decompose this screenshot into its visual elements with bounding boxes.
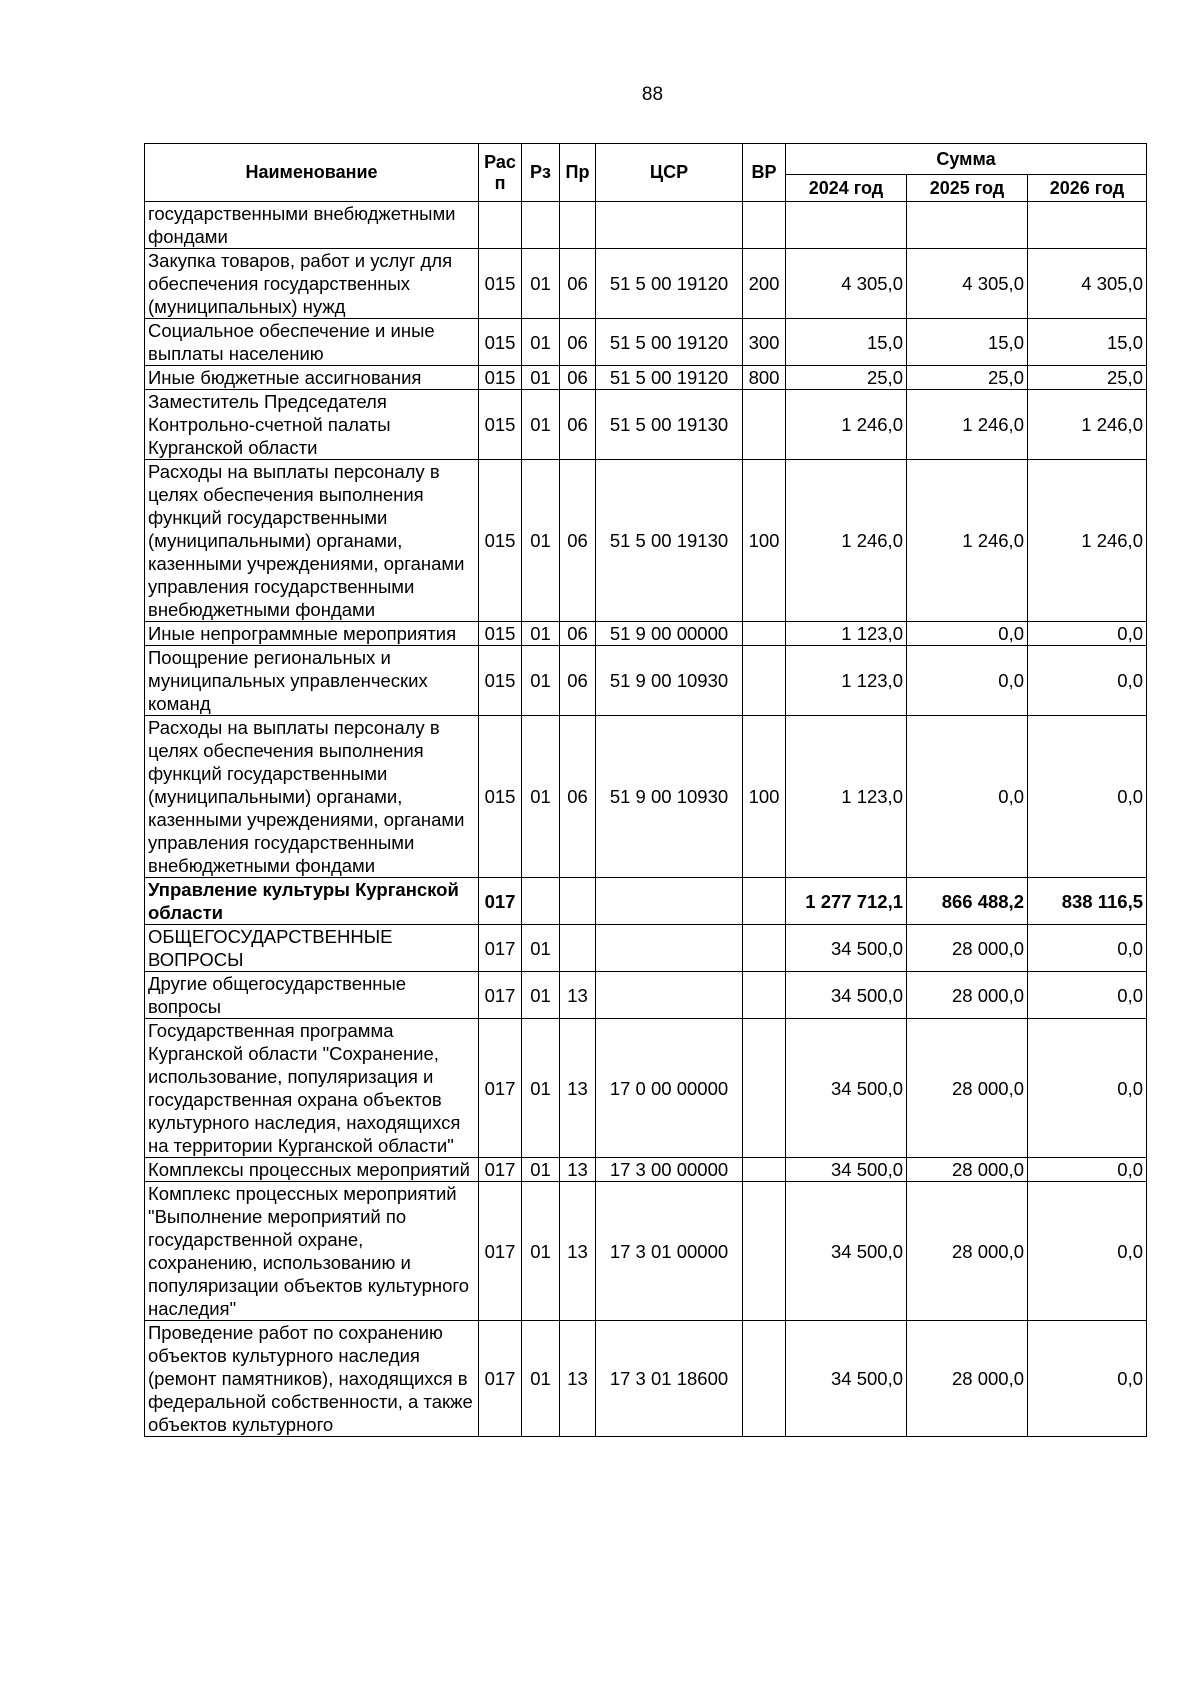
cell-vr xyxy=(743,878,786,925)
cell-2024: 4 305,0 xyxy=(786,249,907,319)
cell-pr: 06 xyxy=(560,366,596,390)
table-row xyxy=(145,1158,1147,1182)
cell-name: Заместитель Председателя Контрольно-счетной палаты Курганской области xyxy=(145,390,479,460)
table-row xyxy=(145,460,1147,622)
cell-csr: 17 0 00 00000 xyxy=(596,1019,743,1158)
cell-2025: 4 305,0 xyxy=(907,249,1028,319)
cell-2025: 28 000,0 xyxy=(907,1158,1028,1182)
table-row xyxy=(145,202,1147,249)
cell-csr: 51 9 00 10930 xyxy=(596,716,743,878)
cell-2026: 0,0 xyxy=(1028,972,1147,1019)
cell-rasp: 015 xyxy=(479,716,522,878)
cell-2026 xyxy=(1028,202,1147,249)
cell-name: Комплексы процессных мероприятий xyxy=(145,1158,479,1182)
cell-pr: 06 xyxy=(560,622,596,646)
table-row xyxy=(145,249,1147,319)
cell-vr xyxy=(743,390,786,460)
cell-rasp: 017 xyxy=(479,878,522,925)
cell-name: государственными внебюджетными фондами xyxy=(145,202,479,249)
cell-2025: 15,0 xyxy=(907,319,1028,366)
cell-name: Управление культуры Курганской области xyxy=(145,878,479,925)
cell-rz: 01 xyxy=(522,1182,560,1321)
cell-rz: 01 xyxy=(522,646,560,716)
cell-name: Расходы на выплаты персоналу в целях обеспечения выполнения функций государственными (муниципальными) органами, казенными учреждениями, органами управления государственными внебюджетными фондами xyxy=(145,716,479,878)
cell-rasp: 017 xyxy=(479,972,522,1019)
table-row xyxy=(145,366,1147,390)
cell-2024: 34 500,0 xyxy=(786,1182,907,1321)
header-csr: ЦСР xyxy=(596,144,743,202)
cell-rz: 01 xyxy=(522,622,560,646)
cell-pr: 13 xyxy=(560,972,596,1019)
header-2024: 2024 год xyxy=(786,175,907,202)
header-vr: ВР xyxy=(743,144,786,202)
cell-name: Социальное обеспечение и иные выплаты населению xyxy=(145,319,479,366)
cell-2026: 0,0 xyxy=(1028,1019,1147,1158)
cell-pr: 06 xyxy=(560,390,596,460)
cell-name: ОБЩЕГОСУДАРСТВЕННЫЕ ВОПРОСЫ xyxy=(145,925,479,972)
cell-2026: 838 116,5 xyxy=(1028,878,1147,925)
cell-name: Закупка товаров, работ и услуг для обеспечения государственных (муниципальных) нужд xyxy=(145,249,479,319)
cell-pr: 13 xyxy=(560,1321,596,1437)
cell-rz: 01 xyxy=(522,1321,560,1437)
cell-name: Иные непрограммные мероприятия xyxy=(145,622,479,646)
header-rz: Рз xyxy=(522,144,560,202)
header-2025: 2025 год xyxy=(907,175,1028,202)
cell-rasp: 015 xyxy=(479,249,522,319)
cell-2024: 15,0 xyxy=(786,319,907,366)
cell-vr: 100 xyxy=(743,460,786,622)
cell-2025: 25,0 xyxy=(907,366,1028,390)
page-number: 88 xyxy=(641,84,664,105)
header-name: Наименование xyxy=(145,144,479,202)
cell-rz: 01 xyxy=(522,925,560,972)
cell-pr: 13 xyxy=(560,1158,596,1182)
cell-vr xyxy=(743,1158,786,1182)
cell-rz: 01 xyxy=(522,366,560,390)
cell-2024: 25,0 xyxy=(786,366,907,390)
cell-2024: 1 123,0 xyxy=(786,716,907,878)
cell-rasp: 017 xyxy=(479,925,522,972)
table-row xyxy=(145,1321,1147,1437)
cell-csr: 51 9 00 10930 xyxy=(596,646,743,716)
cell-rz: 01 xyxy=(522,460,560,622)
cell-vr xyxy=(743,1019,786,1158)
cell-2024: 1 246,0 xyxy=(786,460,907,622)
cell-2024: 1 123,0 xyxy=(786,646,907,716)
table-row xyxy=(145,925,1147,972)
header-2026: 2026 год xyxy=(1028,175,1147,202)
cell-csr: 17 3 00 00000 xyxy=(596,1158,743,1182)
cell-pr: 13 xyxy=(560,1019,596,1158)
cell-name: Комплекс процессных мероприятий "Выполнение мероприятий по государственной охране, сохранению, использованию и популяризации объектов культурного наследия" xyxy=(145,1182,479,1321)
cell-2024: 1 277 712,1 xyxy=(786,878,907,925)
table-row xyxy=(145,1182,1147,1321)
cell-pr: 06 xyxy=(560,319,596,366)
cell-vr: 100 xyxy=(743,716,786,878)
cell-2026: 0,0 xyxy=(1028,622,1147,646)
table-row xyxy=(145,646,1147,716)
cell-pr: 06 xyxy=(560,646,596,716)
cell-2025: 0,0 xyxy=(907,716,1028,878)
cell-2024 xyxy=(786,202,907,249)
cell-csr: 51 9 00 00000 xyxy=(596,622,743,646)
cell-2024: 34 500,0 xyxy=(786,925,907,972)
cell-csr xyxy=(596,202,743,249)
budget-table xyxy=(144,143,1147,1437)
cell-name: Другие общегосударственные вопросы xyxy=(145,972,479,1019)
cell-2026: 1 246,0 xyxy=(1028,390,1147,460)
cell-2025: 1 246,0 xyxy=(907,390,1028,460)
cell-vr xyxy=(743,202,786,249)
cell-csr: 51 5 00 19120 xyxy=(596,366,743,390)
cell-2024: 1 123,0 xyxy=(786,622,907,646)
cell-csr: 17 3 01 18600 xyxy=(596,1321,743,1437)
cell-vr xyxy=(743,972,786,1019)
cell-rz: 01 xyxy=(522,972,560,1019)
cell-pr xyxy=(560,878,596,925)
cell-2024: 34 500,0 xyxy=(786,1019,907,1158)
cell-rz: 01 xyxy=(522,390,560,460)
cell-2026: 15,0 xyxy=(1028,319,1147,366)
cell-vr xyxy=(743,622,786,646)
header-sum: Сумма xyxy=(786,144,1147,175)
cell-2024: 34 500,0 xyxy=(786,1158,907,1182)
cell-vr xyxy=(743,1182,786,1321)
table-row xyxy=(145,878,1147,925)
cell-2026: 0,0 xyxy=(1028,716,1147,878)
cell-2025: 0,0 xyxy=(907,622,1028,646)
cell-rz: 01 xyxy=(522,716,560,878)
cell-2025: 28 000,0 xyxy=(907,1321,1028,1437)
table-row xyxy=(145,319,1147,366)
cell-vr xyxy=(743,646,786,716)
cell-rasp: 015 xyxy=(479,622,522,646)
cell-2026: 0,0 xyxy=(1028,1182,1147,1321)
cell-name: Иные бюджетные ассигнования xyxy=(145,366,479,390)
cell-csr xyxy=(596,925,743,972)
cell-vr: 300 xyxy=(743,319,786,366)
cell-csr: 51 5 00 19120 xyxy=(596,249,743,319)
table-row xyxy=(145,972,1147,1019)
cell-rz xyxy=(522,202,560,249)
cell-2025: 28 000,0 xyxy=(907,972,1028,1019)
cell-rz: 01 xyxy=(522,1158,560,1182)
cell-csr: 51 5 00 19130 xyxy=(596,460,743,622)
cell-vr xyxy=(743,925,786,972)
cell-2024: 1 246,0 xyxy=(786,390,907,460)
cell-vr xyxy=(743,1321,786,1437)
cell-pr xyxy=(560,202,596,249)
cell-2026: 0,0 xyxy=(1028,925,1147,972)
cell-2025: 28 000,0 xyxy=(907,925,1028,972)
cell-csr: 51 5 00 19120 xyxy=(596,319,743,366)
header-pr: Пр xyxy=(560,144,596,202)
cell-pr: 06 xyxy=(560,249,596,319)
cell-2026: 0,0 xyxy=(1028,1158,1147,1182)
cell-2026: 25,0 xyxy=(1028,366,1147,390)
cell-rasp: 017 xyxy=(479,1019,522,1158)
cell-rasp: 015 xyxy=(479,646,522,716)
cell-name: Поощрение региональных и муниципальных управленческих команд xyxy=(145,646,479,716)
cell-name: Проведение работ по сохранению объектов культурного наследия (ремонт памятников), находящихся в федеральной собственности, а также объектов культурного xyxy=(145,1321,479,1437)
table-row xyxy=(145,716,1147,878)
cell-2026: 1 246,0 xyxy=(1028,460,1147,622)
cell-2025 xyxy=(907,202,1028,249)
cell-pr: 06 xyxy=(560,460,596,622)
cell-rasp: 017 xyxy=(479,1182,522,1321)
cell-name: Государственная программа Курганской области "Сохранение, использование, популяризация и государственная охрана объектов культурного наследия, находящихся на территории Курганской области" xyxy=(145,1019,479,1158)
table-row xyxy=(145,622,1147,646)
cell-pr: 06 xyxy=(560,716,596,878)
cell-2025: 28 000,0 xyxy=(907,1019,1028,1158)
table-row xyxy=(145,390,1147,460)
cell-csr xyxy=(596,878,743,925)
cell-2025: 28 000,0 xyxy=(907,1182,1028,1321)
cell-2025: 866 488,2 xyxy=(907,878,1028,925)
cell-2024: 34 500,0 xyxy=(786,1321,907,1437)
cell-2026: 0,0 xyxy=(1028,646,1147,716)
cell-pr xyxy=(560,925,596,972)
cell-rz xyxy=(522,878,560,925)
cell-rz: 01 xyxy=(522,249,560,319)
cell-2026: 0,0 xyxy=(1028,1321,1147,1437)
cell-vr: 200 xyxy=(743,249,786,319)
cell-2025: 1 246,0 xyxy=(907,460,1028,622)
cell-pr: 13 xyxy=(560,1182,596,1321)
cell-rasp: 015 xyxy=(479,366,522,390)
cell-rasp: 015 xyxy=(479,390,522,460)
table-row xyxy=(145,1019,1147,1158)
header-rasp: Рас п xyxy=(479,144,522,202)
cell-rasp: 015 xyxy=(479,319,522,366)
cell-name: Расходы на выплаты персоналу в целях обеспечения выполнения функций государственными (муниципальными) органами, казенными учреждениями, органами управления государственными внебюджетными фондами xyxy=(145,460,479,622)
cell-rasp xyxy=(479,202,522,249)
cell-rz: 01 xyxy=(522,319,560,366)
cell-csr xyxy=(596,972,743,1019)
cell-rasp: 017 xyxy=(479,1321,522,1437)
cell-2024: 34 500,0 xyxy=(786,972,907,1019)
cell-2026: 4 305,0 xyxy=(1028,249,1147,319)
cell-rz: 01 xyxy=(522,1019,560,1158)
cell-csr: 17 3 01 00000 xyxy=(596,1182,743,1321)
cell-rasp: 017 xyxy=(479,1158,522,1182)
cell-2025: 0,0 xyxy=(907,646,1028,716)
cell-csr: 51 5 00 19130 xyxy=(596,390,743,460)
cell-rasp: 015 xyxy=(479,460,522,622)
cell-vr: 800 xyxy=(743,366,786,390)
